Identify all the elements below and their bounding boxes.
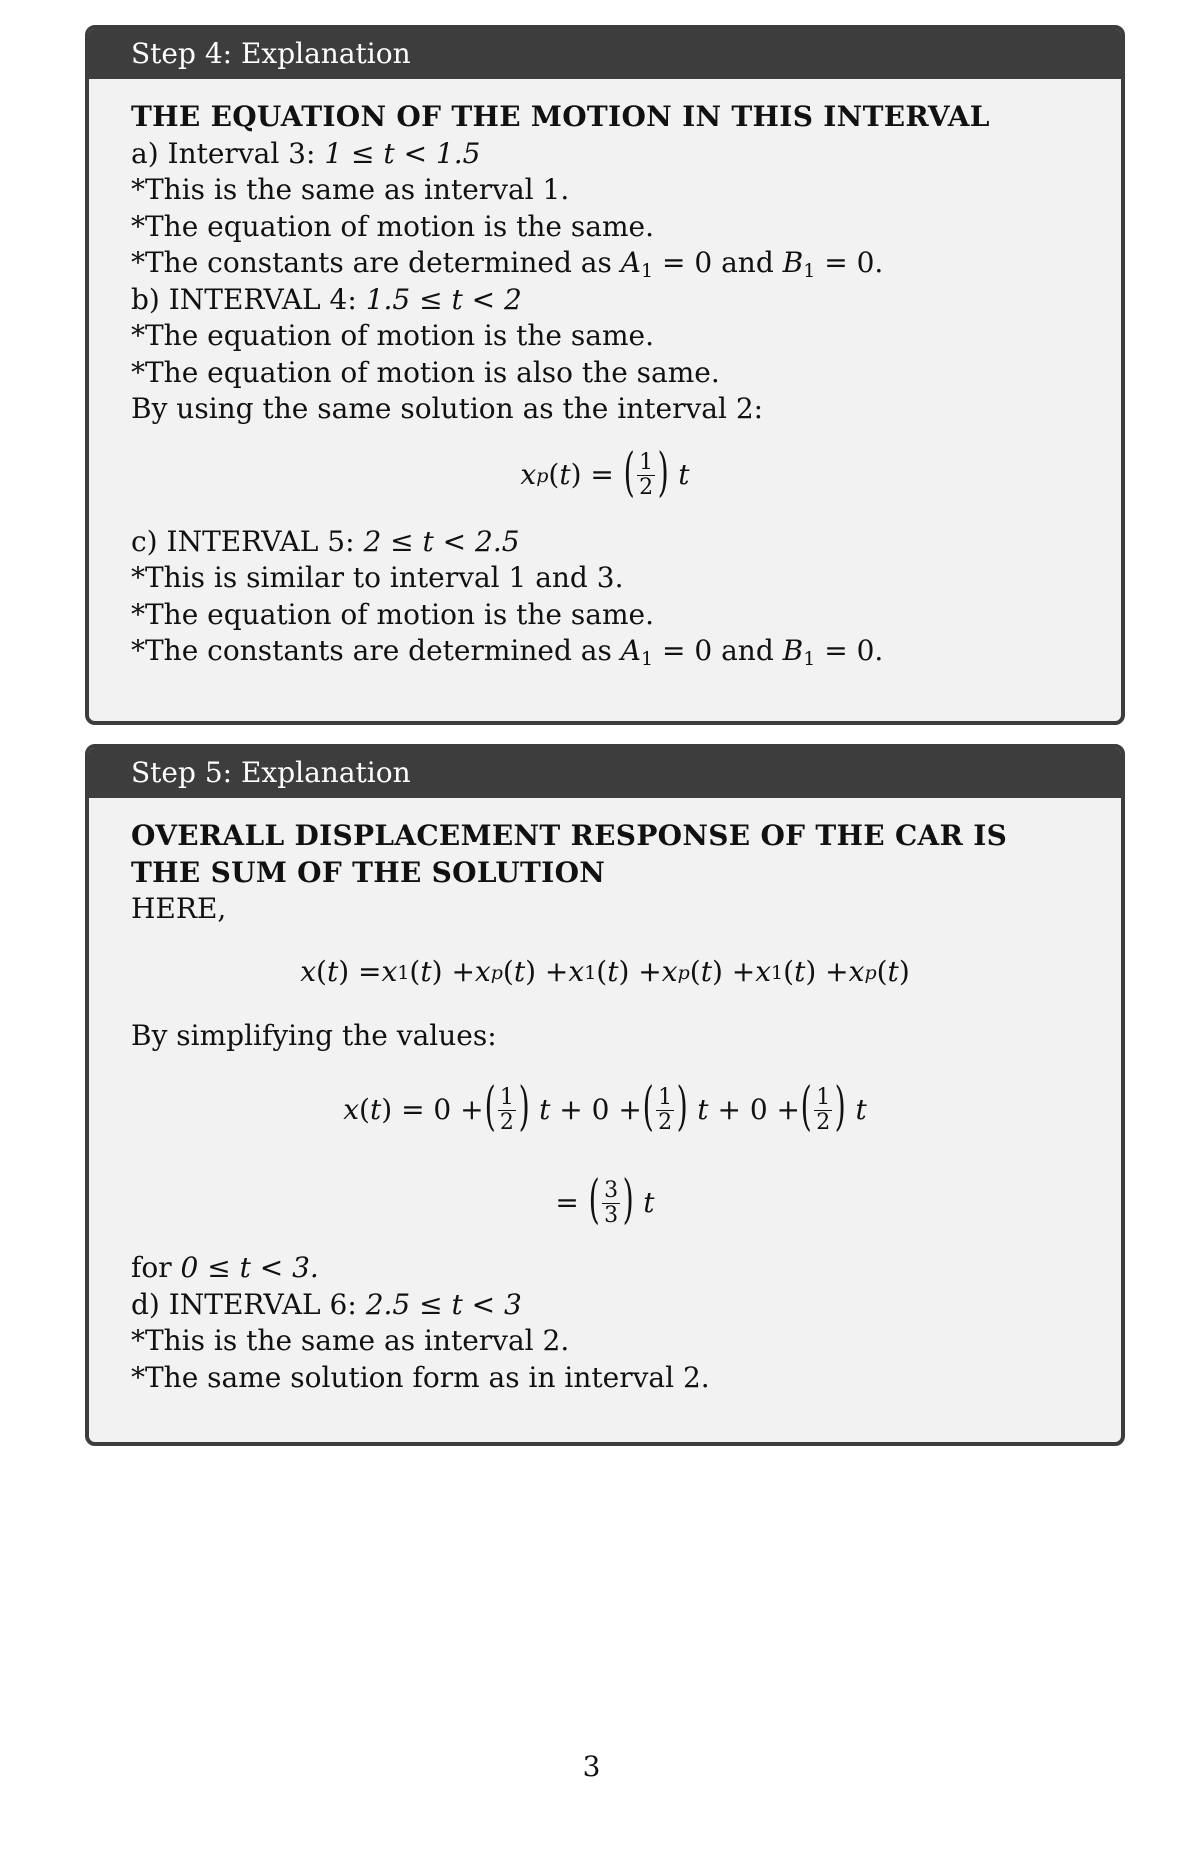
step4-b-line-1: *The equation of motion is the same. bbox=[131, 319, 654, 352]
xp-equation: x p ( t ) = ( $\frac{1}{2}$ ) t bbox=[520, 442, 690, 503]
step4-header: Step 4: Explanation bbox=[89, 29, 1121, 79]
result-equation: = ( $\frac{3}{3}$ ) t bbox=[555, 1170, 655, 1230]
step4-heading: THE EQUATION OF THE MOTION IN THIS INTERVAL bbox=[131, 100, 990, 133]
step5-heading-line2: THE SUM OF THE SOLUTION bbox=[131, 855, 606, 889]
constants-line-1: *The constants are determined as $A_1 = 0$ and $B_1 = 0$. bbox=[131, 246, 884, 282]
result-fraction: $\frac{3}{3}$ bbox=[604, 1177, 619, 1228]
for-range-line: for 0 ≤ t < 3. bbox=[131, 1251, 319, 1284]
interval6-line: d) INTERVAL 6: 2.5 ≤ t < 3 bbox=[131, 1287, 522, 1321]
simplified-equation: x ( t ) = 0 + ( $\frac{1}{2}$ ) t + 0 + ( $\frac{1}{2}$ ) t + 0 + ( $\frac{1}{2}$ ) t bbox=[343, 1077, 867, 1137]
interval3-line: a) Interval 3: 1 ≤ t < 1.5 bbox=[131, 136, 481, 170]
step5-body bbox=[89, 798, 1121, 1396]
step4-a-line-1: *This is the same as interval 1. bbox=[131, 173, 570, 206]
sum-equation: x ( t ) = x 1 ( t ) + x p ( t ) + x 1 ( t ) + x p ( t ) + x 1 ( t ) + x p ( t ) bbox=[300, 955, 910, 989]
step4-c-line-2: *The equation of motion is the same. bbox=[131, 597, 654, 631]
interval6-range: 2.5 ≤ t < 3 bbox=[365, 1287, 522, 1321]
step5-heading-line1: OVERALL DISPLACEMENT RESPONSE OF THE CAR IS bbox=[131, 819, 1008, 852]
step4-b-line-3: By using the same solution as the interval 2: bbox=[131, 392, 764, 425]
step4-body bbox=[89, 79, 1121, 670]
page-number: 3 bbox=[582, 1750, 601, 1783]
here-label: HERE, bbox=[131, 892, 227, 925]
step5-d-line-1: *This is the same as interval 2. bbox=[131, 1324, 570, 1357]
xp-fraction: $\frac{1}{2}$ bbox=[639, 450, 654, 500]
step5-header: Step 5: Explanation bbox=[89, 748, 1121, 798]
step5-box bbox=[85, 744, 1125, 1446]
step4-a-line-2: *The equation of motion is the same. bbox=[131, 209, 654, 243]
interval5-range: 2 ≤ t < 2.5 bbox=[363, 524, 520, 558]
simplifying-label: By simplifying the values: bbox=[131, 1018, 497, 1052]
step5-d-line-2: *The same solution form as in interval 2. bbox=[131, 1360, 710, 1394]
interval4-line: b) INTERVAL 4: 1.5 ≤ t < 2 bbox=[131, 282, 522, 316]
step4-box bbox=[85, 25, 1125, 725]
interval3-range: 1 ≤ t < 1.5 bbox=[324, 136, 481, 170]
constants-line-2: *The constants are determined as $A_1 = 0$ and $B_1 = 0$. bbox=[131, 634, 884, 670]
interval4-range: 1.5 ≤ t < 2 bbox=[365, 282, 522, 316]
interval5-line: c) INTERVAL 5: 2 ≤ t < 2.5 bbox=[131, 524, 520, 558]
step4-c-line-1: *This is similar to interval 1 and 3. bbox=[131, 561, 624, 594]
step4-b-line-2: *The equation of motion is also the same. bbox=[131, 355, 720, 389]
